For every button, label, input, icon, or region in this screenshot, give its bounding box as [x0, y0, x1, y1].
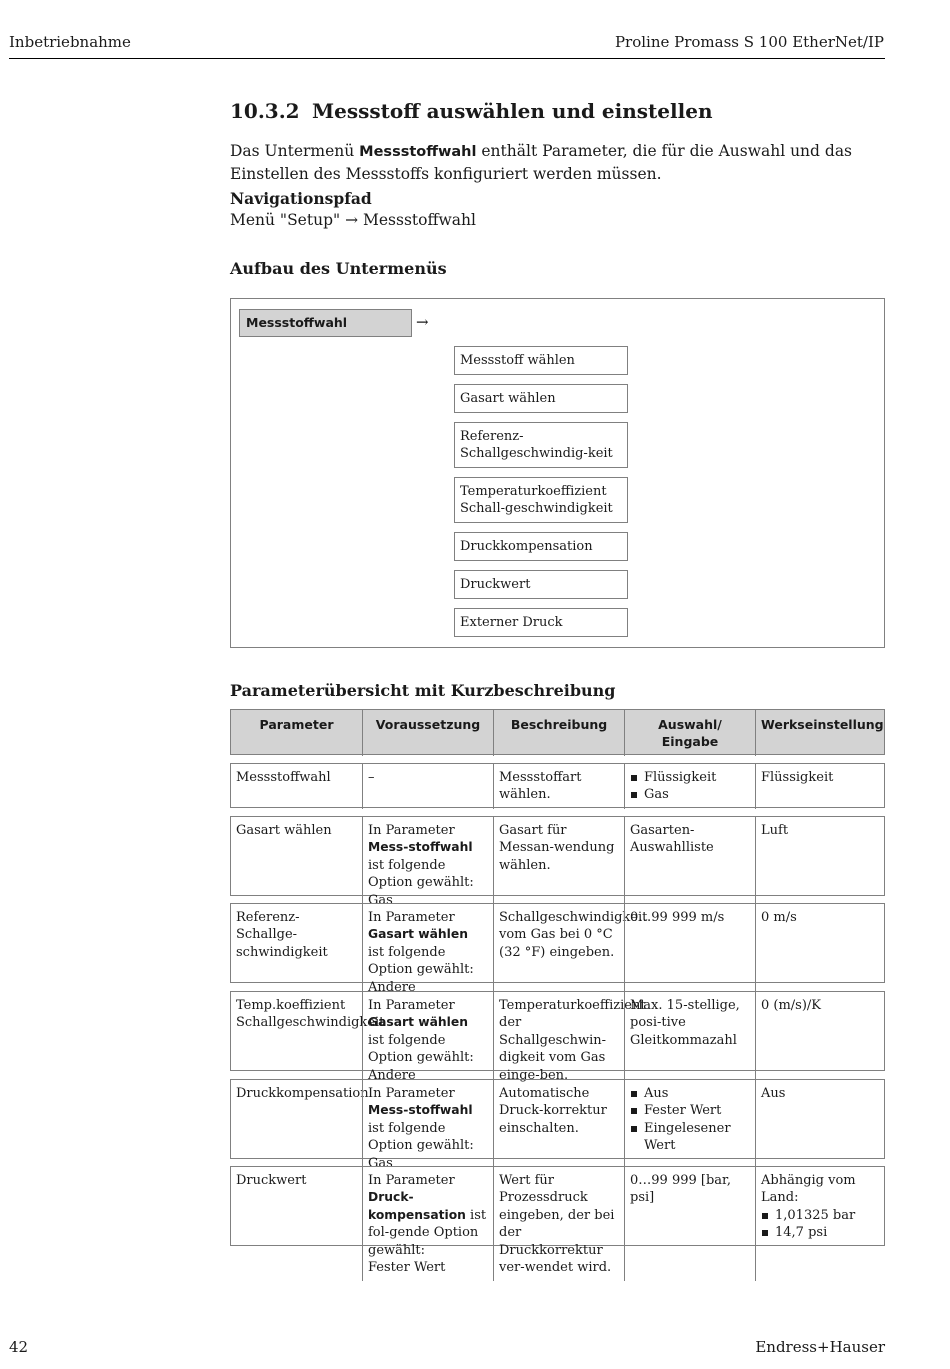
cell-auswahl: 0…99 999 [bar, psi] — [624, 1167, 755, 1281]
cell-werkseinstellung: Luft — [755, 817, 886, 914]
column-header-werkseinstellung: Werkseinstellung — [755, 710, 886, 756]
table-row — [230, 1166, 885, 1276]
cell-parameter: Druckwert — [236, 1173, 307, 1188]
list-item: Eingelesener Wert — [630, 1120, 750, 1155]
section-title-text: Messstoff auswählen und einstellen — [312, 99, 713, 123]
cell-voraussetzung — [362, 1080, 493, 1177]
condition-text: In Parameter — [368, 823, 455, 838]
table-row — [230, 1079, 885, 1171]
condition-value: Andere — [368, 979, 416, 995]
cell-werkseinstellung: Aus — [755, 1080, 886, 1177]
condition-value: Andere — [368, 1067, 416, 1083]
submenu-item-referenz-schallgeschwindigkeit: Referenz-Schallgeschwindig-keit — [454, 422, 628, 468]
list-item: Aus — [630, 1085, 750, 1102]
condition-text: ist folgende Option gewählt: — [368, 857, 474, 891]
list-item: Flüssigkeit — [630, 769, 750, 786]
navigation-heading: Navigationspfad — [230, 189, 372, 208]
table-row — [230, 991, 885, 1083]
cell-voraussetzung — [362, 992, 493, 1089]
table-row — [230, 816, 885, 908]
condition-value: Gas — [368, 892, 393, 908]
header-divider — [9, 58, 885, 59]
condition-parameter: Mess-stoffwahl — [368, 1103, 473, 1118]
cell-auswahl — [624, 764, 755, 809]
condition-text: ist fol-gende Option gewählt: — [368, 1207, 487, 1258]
table-row — [230, 903, 885, 995]
table-heading: Parameterübersicht mit Kurzbeschreibung — [230, 681, 616, 700]
intro-text-end: enthält Parameter, die für die Auswahl und das Einstellen des Messstoffs konfiguriert werden müssen. — [230, 142, 853, 183]
column-header-parameter: Parameter — [259, 717, 334, 732]
cell-auswahl: 0…99 999 m/s — [624, 904, 755, 1001]
cell-werkseinstellung — [755, 1167, 886, 1281]
cell-auswahl: Gasarten-Auswahlliste — [624, 817, 755, 914]
intro-submenu-name: Messstoffwahl — [359, 144, 477, 160]
condition-text: In Parameter — [368, 1173, 455, 1188]
cell-parameter: Messstoffwahl — [236, 770, 331, 785]
submenu-item-gasart-waehlen: Gasart wählen — [454, 384, 628, 413]
condition-value: Gas — [368, 1155, 393, 1171]
cell-parameter: Referenz-Schallge-schwindigkeit — [236, 910, 328, 960]
column-header-voraussetzung: Voraussetzung — [362, 710, 493, 756]
intro-paragraph — [230, 140, 885, 185]
cell-beschreibung: Temperaturkoeffizient der Schallgeschwin-digkeit vom Gas einge-ben. — [493, 992, 624, 1089]
cell-voraussetzung — [362, 1167, 493, 1281]
brand-name: Endress+Hauser — [755, 1338, 885, 1356]
submenu-arrow-icon: → — [416, 313, 429, 331]
section-number: 10.3.2 — [230, 99, 300, 123]
cell-auswahl: Max. 15-stellige, posi-tive Gleitkommazahl — [624, 992, 755, 1089]
condition-text: ist folgende Option gewählt: — [368, 1032, 474, 1066]
intro-text-start: Das Untermenü — [230, 142, 360, 160]
list-item: 1,01325 bar — [761, 1207, 881, 1224]
condition-parameter: Gasart wählen — [368, 927, 468, 942]
running-header-chapter: Inbetriebnahme — [9, 33, 131, 51]
cell-beschreibung: Gasart für Messan-wendung wählen. — [493, 817, 624, 914]
submenu-item-druckkompensation: Druckkompensation — [454, 532, 628, 561]
nav-path-menu: Menü "Setup" — [230, 211, 341, 229]
default-note: Abhängig vom Land: — [761, 1173, 856, 1206]
column-header-beschreibung: Beschreibung — [493, 710, 624, 756]
submenu-item-temperaturkoeffizient: Temperaturkoeffizient Schall-geschwindigkeit — [454, 477, 628, 523]
submenu-heading: Aufbau des Untermenüs — [230, 259, 447, 278]
submenu-root-box: Messstoffwahl — [239, 309, 412, 337]
table-row — [230, 763, 885, 808]
condition-value: Fester Wert — [368, 1260, 446, 1276]
cell-voraussetzung — [362, 904, 493, 1001]
cell-auswahl — [624, 1080, 755, 1177]
cell-beschreibung: Automatische Druck-korrektur einschalten. — [493, 1080, 624, 1177]
submenu-item-druckwert: Druckwert — [454, 570, 628, 599]
cell-parameter: Druckkompensation — [236, 1086, 369, 1101]
condition-text: ist folgende Option gewählt: — [368, 944, 474, 978]
list-item: 14,7 psi — [761, 1224, 881, 1241]
list-item: Fester Wert — [630, 1102, 750, 1119]
nav-path-target: Messstoffwahl — [363, 211, 476, 229]
cell-beschreibung: Schallgeschwindigkeit vom Gas bei 0 °C (32 °F) eingeben. — [493, 904, 624, 1001]
cell-werkseinstellung: 0 (m/s)/K — [755, 992, 886, 1089]
navigation-path — [230, 211, 476, 229]
cell-beschreibung: Wert für Prozessdruck eingeben, der bei der Druckkorrektur ver-wendet wird. — [493, 1167, 624, 1281]
submenu-item-externer-druck: Externer Druck — [454, 608, 628, 637]
cell-werkseinstellung: 0 m/s — [755, 904, 886, 1001]
column-header-auswahl: Auswahl/ Eingabe — [624, 710, 755, 756]
condition-text: In Parameter — [368, 998, 455, 1013]
submenu-item-messstoff-waehlen: Messstoff wählen — [454, 346, 628, 375]
section-title — [230, 99, 712, 123]
table-header-row — [230, 709, 885, 755]
condition-text: ist folgende Option gewählt: — [368, 1120, 474, 1154]
cell-werkseinstellung: Flüssigkeit — [755, 764, 886, 809]
cell-parameter: Temp.koeffizient Schallgeschwindigkeit — [236, 998, 385, 1031]
list-item: Gas — [630, 786, 750, 803]
page-number: 42 — [9, 1338, 29, 1356]
nav-arrow-icon: → — [345, 211, 359, 229]
cell-parameter: Gasart wählen — [236, 823, 332, 838]
cell-voraussetzung: – — [362, 764, 493, 809]
cell-beschreibung: Messstoffart wählen. — [493, 764, 624, 809]
running-header-product: Proline Promass S 100 EtherNet/IP — [614, 33, 884, 51]
condition-parameter: Gasart wählen — [368, 1015, 468, 1030]
cell-voraussetzung — [362, 817, 493, 914]
condition-text: In Parameter — [368, 910, 455, 925]
condition-text: In Parameter — [368, 1086, 455, 1101]
condition-parameter: Mess-stoffwahl — [368, 840, 473, 855]
condition-parameter: Druck-kompensation — [368, 1190, 466, 1222]
